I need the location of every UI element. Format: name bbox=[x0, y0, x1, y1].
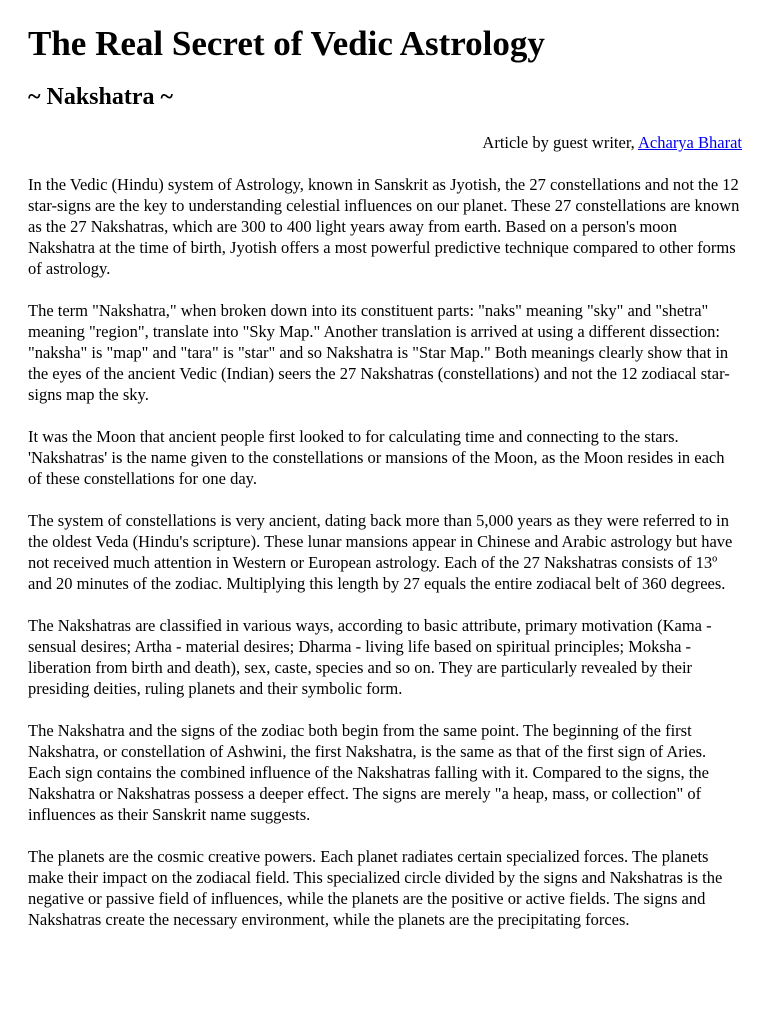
paragraph-1: In the Vedic (Hindu) system of Astrology, known in Sanskrit as Jyotish, the 27 constellations and not the 12 star-signs are the key to understanding celestial influences on our planet. These 27 constellations are known as the 27 Nakshatras, which are 300 to 400 light years away from earth. Based on a person's moon Nakshatra at the time of birth, Jyotish offers a most powerful predictive technique compared to other forms of astrology. bbox=[28, 175, 740, 278]
paragraph-7: The planets are the cosmic creative powers. Each planet radiates certain specialized forces. The planets make their impact on the zodiacal field. This specialized circle divided by the signs and Nakshatras is the negative or passive field of influences, while the planets are the positive or active fields. The signs and Nakshatras create the necessary environment, while the planets are the precipitating forces. bbox=[28, 847, 723, 929]
byline bbox=[28, 132, 742, 153]
article-title: The Real Secret of Vedic Astrology bbox=[28, 24, 545, 63]
author-link[interactable]: Acharya Bharat bbox=[638, 133, 742, 152]
paragraph-6: The Nakshatra and the signs of the zodiac both begin from the same point. The beginning of the first Nakshatra, or constellation of Ashwini, the first Nakshatra, is the same as that of the first sign of Aries. Each sign contains the combined influence of the Nakshatras falling with it. Compared to the signs, the Nakshatra or Nakshatras possess a deeper effect. The signs are merely "a heap, mass, or collection" of influences as their Sanskrit name suggests. bbox=[28, 721, 709, 824]
byline-prefix: Article by guest writer, bbox=[482, 133, 638, 152]
paragraph-4: The system of constellations is very ancient, dating back more than 5,000 years as they were referred to in the oldest Veda (Hindu's scripture). These lunar mansions appear in Chinese and Arabic astrology but have not received much attention in Western or European astrology. Each of the 27 Nakshatras consists of 13º and 20 minutes of the zodiac. Multiplying this length by 27 equals the entire zodiacal belt of 360 degrees. bbox=[28, 511, 733, 593]
article-subtitle: ~ Nakshatra ~ bbox=[28, 84, 173, 110]
paragraph-5: The Nakshatras are classified in various ways, according to basic attribute, primary motivation (Kama - sensual desires; Artha - material desires; Dharma - living life based on spiritual principles; Moksha - liberation from birth and death), sex, caste, species and so on. They are particularly revealed by their presiding deities, ruling planets and their symbolic form. bbox=[28, 616, 712, 698]
paragraph-3: It was the Moon that ancient people first looked to for calculating time and connecting to the stars. 'Nakshatras' is the name given to the constellations or mansions of the Moon, as the Moon resides in each of these constellations for one day. bbox=[28, 427, 725, 488]
paragraph-2: The term "Nakshatra," when broken down into its constituent parts: "naks" meaning "sky" and "shetra" meaning "region", translate into "Sky Map." Another translation is arrived at using a different dissection: "naksha" is "map" and "tara" is "star" and so Nakshatra is "Star Map." Both meanings clearly show that in the eyes of the ancient Vedic (Indian) seers the 27 Nakshatras (constellations) and not the 12 zodiacal star-signs map the sky. bbox=[28, 301, 730, 404]
